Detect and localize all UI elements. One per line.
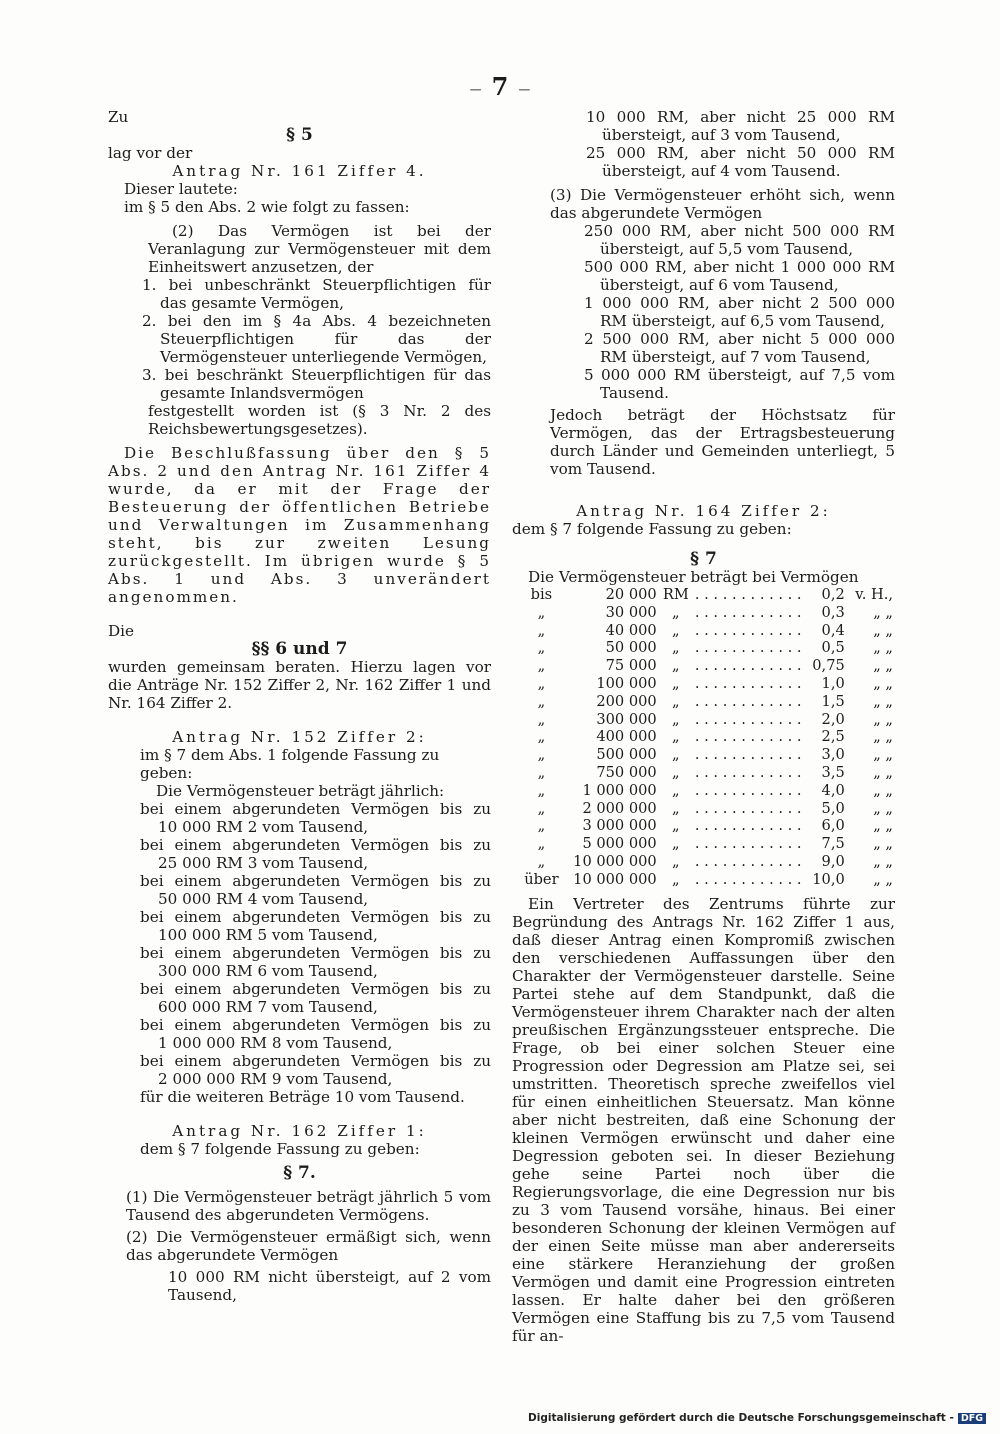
- rates-row: [516, 693, 895, 711]
- rate-amount: 5 000 000: [582, 835, 657, 853]
- rate-value: 1,5: [821, 692, 845, 710]
- rate-unit: „: [672, 763, 680, 781]
- rate-suffix: „ „: [873, 799, 893, 817]
- bei-line-3: bei einem abgerundeten Vermögen bis zu: [140, 872, 491, 890]
- section-6-7-heading: §§ 6 und 7: [251, 639, 348, 659]
- rates-row: [516, 835, 895, 853]
- item-152-1: 10 000 RM 2 vom Tausend,: [158, 818, 369, 836]
- rates-row: [516, 604, 895, 622]
- rates-row: [516, 639, 895, 657]
- table-intro: Die Vermögensteuer beträgt bei Vermögen: [528, 568, 859, 586]
- beschluss-paragraph: Die Beschlußfassung über den § 5 Abs. 2 und den Antrag Nr. 161 Ziffer 4 wurde, da er mit der Frage der Besteuerung der öffentlichen Betriebe und Verwaltungen im Zusammenhang steht, bis zur zweiten Lesung zurückgestellt. Im übrigen wurde § 5 Abs. 1 und Abs. 3 unverändert angenommen.: [108, 444, 491, 606]
- hoeher-3: 1 000 000 RM, aber nicht 2 500 000 RM übersteigt, auf 6,5 vom Tausend,: [584, 294, 895, 330]
- rate-amount: 1 000 000: [582, 781, 657, 799]
- antrag-161-heading: Antrag Nr. 161 Ziffer 4.: [172, 162, 427, 180]
- cont-2: 25 000 RM, aber nicht 50 000 RM übersteigt, auf 4 vom Tausend.: [586, 144, 895, 180]
- rate-suffix: „ „: [873, 781, 893, 799]
- rate-prefix: bis: [530, 586, 553, 603]
- im-s5-text: im § 5 den Abs. 2 wie folgt zu fassen:: [124, 198, 410, 216]
- list-item-2: 2. bei den im § 4a Abs. 4 bezeichneten Steuerpflichtigen für das der Vermögensteuer unterliegende Vermögen,: [142, 312, 491, 366]
- rate-leader-dots: . . . . . . . . . . . .: [694, 852, 802, 870]
- dem-s7-right: dem § 7 folgende Fassung zu geben:: [512, 520, 792, 538]
- rate-amount: 50 000: [605, 639, 657, 657]
- p162-10000: 10 000 RM nicht übersteigt, auf 2 vom Tausend,: [168, 1268, 491, 1304]
- steuer-jaehrlich: Die Vermögensteuer beträgt jährlich:: [156, 782, 445, 800]
- rate-leader-dots: . . . . . . . . . . . .: [694, 870, 802, 888]
- rate-suffix: „ „: [873, 639, 893, 657]
- dfg-logo: DFG: [958, 1413, 986, 1424]
- list-item-3: 3. bei beschränkt Steuerpflichtigen für das gesamte Inlandsvermögen: [142, 366, 491, 402]
- item-152-8: 2 000 000 RM 9 vom Tausend,: [158, 1070, 393, 1088]
- rate-value: 0,3: [821, 603, 845, 621]
- rate-prefix: „: [537, 763, 546, 781]
- bei-line-1: bei einem abgerundeten Vermögen bis zu: [140, 800, 491, 818]
- rates-row: [516, 675, 895, 693]
- rate-unit: „: [672, 603, 680, 621]
- rate-prefix: „: [537, 835, 546, 853]
- hoeher-4: 2 500 000 RM, aber nicht 5 000 000 RM übersteigt, auf 7 vom Tausend,: [584, 330, 895, 366]
- rate-suffix: „ „: [873, 692, 893, 710]
- rate-value: 3,5: [821, 763, 845, 781]
- rate-amount: 750 000: [596, 763, 657, 781]
- rate-value: 2,5: [821, 728, 845, 746]
- rate-value: 4,0: [821, 781, 845, 799]
- bei-line-2: bei einem abgerundeten Vermögen bis zu: [140, 836, 491, 854]
- rate-leader-dots: . . . . . . . . . . . .: [694, 835, 802, 853]
- rates-row: [516, 800, 895, 818]
- paragraph-2: (2) Das Vermögen ist bei der Veranlagung zur Vermögensteuer mit dem Einheitswert anzusetzen, der: [148, 222, 491, 276]
- weitere-betraege: für die weiteren Beträge 10 vom Tausend.: [140, 1088, 465, 1106]
- bei-line-8: bei einem abgerundeten Vermögen bis zu: [140, 1052, 491, 1070]
- rate-amount: 400 000: [596, 728, 657, 746]
- rate-suffix: „ „: [873, 728, 893, 746]
- rate-leader-dots: . . . . . . . . . . . .: [694, 674, 802, 692]
- rate-amount: 30 000: [605, 603, 657, 621]
- bei-line-5: bei einem abgerundeten Vermögen bis zu: [140, 944, 491, 962]
- rate-prefix: „: [537, 728, 546, 746]
- page-number-dash-left: —: [469, 81, 482, 96]
- rates-row: [516, 728, 895, 746]
- rate-leader-dots: . . . . . . . . . . . .: [694, 799, 802, 817]
- rate-value: 0,2: [821, 586, 845, 603]
- p162-2: (2) Die Vermögensteuer ermäßigt sich, wenn das abgerundete Vermögen: [126, 1228, 491, 1264]
- rate-unit: „: [672, 835, 680, 853]
- antrag-152-heading: Antrag Nr. 152 Ziffer 2:: [172, 728, 427, 746]
- bei-line-7: bei einem abgerundeten Vermögen bis zu: [140, 1016, 491, 1034]
- rates-row: [516, 586, 895, 604]
- rate-value: 9,0: [821, 852, 845, 870]
- item-152-7: 1 000 000 RM 8 vom Tausend,: [158, 1034, 393, 1052]
- rate-value: 0,75: [812, 657, 845, 675]
- dieser-lautete: Dieser lautete:: [124, 180, 238, 198]
- rate-value: 1,0: [821, 674, 845, 692]
- rate-amount: 40 000: [605, 621, 657, 639]
- rate-value: 6,0: [821, 817, 845, 835]
- rate-unit: „: [672, 710, 680, 728]
- left-column: [108, 108, 491, 1304]
- rate-amount: 3 000 000: [582, 817, 657, 835]
- rate-value: 5,0: [821, 799, 845, 817]
- rate-amount: 20 000: [605, 586, 657, 603]
- antrag-164-heading: Antrag Nr. 164 Ziffer 2:: [576, 502, 831, 520]
- footer-text: Digitalisierung gefördert durch die Deutsche Forschungsgemeinschaft -: [528, 1412, 954, 1424]
- rate-value: 0,5: [821, 639, 845, 657]
- rate-leader-dots: . . . . . . . . . . . .: [694, 586, 802, 603]
- rate-unit: „: [672, 728, 680, 746]
- wurden-paragraph: wurden gemeinsam beraten. Hierzu lagen vor die Anträge Nr. 152 Ziffer 2, Nr. 162 Ziffer 1 und Nr. 164 Ziffer 2.: [108, 658, 491, 712]
- rate-prefix: „: [537, 817, 546, 835]
- rate-amount: 10 000 000: [573, 852, 657, 870]
- rate-unit: „: [672, 674, 680, 692]
- rate-unit: „: [672, 852, 680, 870]
- rate-value: 7,5: [821, 835, 845, 853]
- rate-amount: 75 000: [605, 657, 657, 675]
- rate-unit: „: [672, 746, 680, 764]
- rate-amount: 100 000: [596, 674, 657, 692]
- item-152-4: 100 000 RM 5 vom Tausend,: [158, 926, 378, 944]
- rate-suffix: „ „: [873, 710, 893, 728]
- rate-value: 2,0: [821, 710, 845, 728]
- rate-prefix: „: [537, 621, 546, 639]
- footer-credit: [528, 1412, 986, 1424]
- rate-leader-dots: . . . . . . . . . . . .: [694, 763, 802, 781]
- rate-prefix: „: [537, 692, 546, 710]
- rate-suffix: „ „: [873, 674, 893, 692]
- rate-amount: 200 000: [596, 692, 657, 710]
- section-7-right-heading: § 7: [690, 549, 717, 569]
- section-7-left-heading: § 7.: [283, 1163, 316, 1183]
- rate-suffix: „ „: [873, 657, 893, 675]
- page-number-value: 7: [491, 72, 509, 101]
- rate-amount: 500 000: [596, 746, 657, 764]
- list-item-1: 1. bei unbeschränkt Steuerpflichtigen für das gesamte Vermögen,: [142, 276, 491, 312]
- page-number: [0, 72, 1000, 101]
- rate-prefix: „: [537, 639, 546, 657]
- rate-leader-dots: . . . . . . . . . . . .: [694, 621, 802, 639]
- section-5-heading: § 5: [286, 125, 313, 145]
- rate-amount: 300 000: [596, 710, 657, 728]
- rate-unit: „: [672, 870, 680, 888]
- rate-prefix: „: [537, 710, 546, 728]
- rate-unit: „: [672, 657, 680, 675]
- rate-value: 3,0: [821, 746, 845, 764]
- lag-vor-text: lag vor der: [108, 144, 193, 162]
- rate-prefix: „: [537, 799, 546, 817]
- rate-leader-dots: . . . . . . . . . . . .: [694, 746, 802, 764]
- rates-row: [516, 871, 895, 889]
- festgestellt-text: festgestellt worden ist (§ 3 Nr. 2 des Reichsbewertungsgesetzes).: [148, 402, 491, 438]
- rates-row: [516, 622, 895, 640]
- rates-row: [516, 853, 895, 871]
- jedoch-paragraph: Jedoch beträgt der Höchstsatz für Vermögen, das der Ertragsbesteuerung durch Länder und Gemeinden unterliegt, 5 vom Tausend.: [550, 406, 895, 478]
- rate-suffix: „ „: [873, 817, 893, 835]
- rates-row: [516, 711, 895, 729]
- rate-suffix: „ „: [873, 763, 893, 781]
- hoeher-5: 5 000 000 RM übersteigt, auf 7,5 vom Tausend.: [584, 366, 895, 402]
- rate-prefix: über: [524, 870, 559, 888]
- rate-prefix: „: [537, 603, 546, 621]
- item-152-3: 50 000 RM 4 vom Tausend,: [158, 890, 369, 908]
- rate-unit: „: [672, 799, 680, 817]
- rate-suffix: „ „: [873, 746, 893, 764]
- rate-prefix: „: [537, 674, 546, 692]
- rate-prefix: „: [537, 852, 546, 870]
- rate-amount: 10 000 000: [573, 870, 657, 888]
- item-152-5: 300 000 RM 6 vom Tausend,: [158, 962, 378, 980]
- rate-suffix: „ „: [873, 835, 893, 853]
- bei-line-6: bei einem abgerundeten Vermögen bis zu: [140, 980, 491, 998]
- rate-leader-dots: . . . . . . . . . . . .: [694, 692, 802, 710]
- rate-unit: RM: [662, 586, 689, 603]
- rate-unit: „: [672, 781, 680, 799]
- vertreter-paragraph: Ein Vertreter des Zentrums führte zur Begründung des Antrags Nr. 162 Ziffer 1 aus, daß dieser Antrag einen Kompromiß zwischen den verschiedenen Auffassungen über den Charakter der Vermögensteuer darstelle. Seine Partei stehe auf dem Standpunkt, daß die Vermögensteuer ihrem Charakter nach der alten preußischen Ergänzungssteuer entspreche. Die Frage, ob bei einer solchen Steuer eine Progression oder Degression am Platze sei, sei umstritten. Theoretisch spreche zweifellos viel für einen einheitlichen Steuersatz. Man könne aber nicht bestreiten, daß eine Schonung der kleinen Vermögen erwünscht und daher eine Degression geboten sei. In dieser Beziehung gehe seine Partei noch über die Regierungsvorlage, die eine Degression nur bis zu 3 vom Tausend vorsähe, hinaus. Bei einer besonderen Schonung der kleinen Vermögen auf der einen Seite müsse man aber andererseits eine stärkere Heranziehung der großen Vermögen und damit eine Progression eintreten lassen. Er halte daher bei den größeren Vermögen eine Staffung bis zu 7,5 vom Tausend für an-: [512, 894, 895, 1345]
- rate-unit: „: [672, 639, 680, 657]
- rate-value: 0,4: [821, 621, 845, 639]
- rate-unit: „: [672, 692, 680, 710]
- rate-suffix: „ „: [873, 852, 893, 870]
- rates-row: [516, 764, 895, 782]
- rate-prefix: „: [537, 746, 546, 764]
- antrag-152-list: [108, 800, 491, 1106]
- antrag-162-heading: Antrag Nr. 162 Ziffer 1:: [172, 1122, 427, 1140]
- rate-leader-dots: . . . . . . . . . . . .: [694, 817, 802, 835]
- rate-leader-dots: . . . . . . . . . . . .: [694, 781, 802, 799]
- rate-leader-dots: . . . . . . . . . . . .: [694, 657, 802, 675]
- rates-table: [516, 586, 895, 889]
- cont-1: 10 000 RM, aber nicht 25 000 RM übersteigt, auf 3 vom Tausend,: [586, 108, 895, 144]
- rate-unit: „: [672, 621, 680, 639]
- hoeher-2: 500 000 RM, aber nicht 1 000 000 RM übersteigt, auf 6 vom Tausend,: [584, 258, 895, 294]
- rate-leader-dots: . . . . . . . . . . . .: [694, 710, 802, 728]
- rate-prefix: „: [537, 781, 546, 799]
- im-s7-abs1: im § 7 dem Abs. 1 folgende Fassung zu geben:: [140, 746, 440, 782]
- rates-row: [516, 817, 895, 835]
- rates-row: [516, 657, 895, 675]
- rates-row: [516, 782, 895, 800]
- p162-1: (1) Die Vermögensteuer beträgt jährlich 5 vom Tausend des abgerundeten Vermögens.: [126, 1188, 491, 1224]
- page-number-dash-right: —: [518, 81, 531, 96]
- rate-suffix: „ „: [873, 870, 893, 888]
- rate-suffix: v. H.,: [855, 586, 893, 603]
- rate-leader-dots: . . . . . . . . . . . .: [694, 728, 802, 746]
- zu-label: Zu: [108, 108, 129, 126]
- dem-s7-left: dem § 7 folgende Fassung zu geben:: [140, 1140, 420, 1158]
- rate-suffix: „ „: [873, 621, 893, 639]
- rate-value: 10,0: [812, 870, 845, 888]
- item-152-6: 600 000 RM 7 vom Tausend,: [158, 998, 378, 1016]
- rates-row: [516, 746, 895, 764]
- rate-prefix: „: [537, 657, 546, 675]
- rate-leader-dots: . . . . . . . . . . . .: [694, 603, 802, 621]
- bei-line-4: bei einem abgerundeten Vermögen bis zu: [140, 908, 491, 926]
- paragraph-3: (3) Die Vermögensteuer erhöht sich, wenn das abgerundete Vermögen: [550, 186, 895, 222]
- rate-unit: „: [672, 817, 680, 835]
- die-label: Die: [108, 622, 135, 640]
- rate-leader-dots: . . . . . . . . . . . .: [694, 639, 802, 657]
- hoeher-1: 250 000 RM, aber nicht 500 000 RM übersteigt, auf 5,5 vom Tausend,: [584, 222, 895, 258]
- rate-amount: 2 000 000: [582, 799, 657, 817]
- rate-suffix: „ „: [873, 603, 893, 621]
- right-column: [512, 108, 895, 1345]
- item-152-2: 25 000 RM 3 vom Tausend,: [158, 854, 369, 872]
